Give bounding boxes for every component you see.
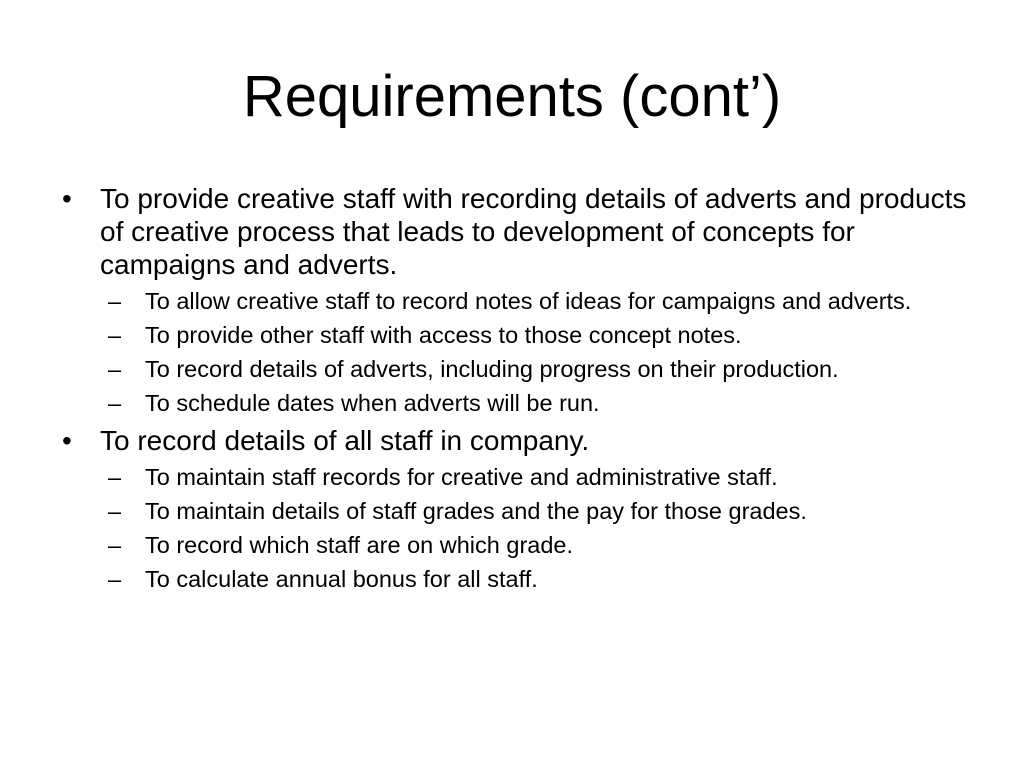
sub-item [108, 288, 972, 314]
sub-item-text: To record details of adverts, including progress on their production. [145, 356, 839, 382]
sub-item-text: To maintain staff records for creative and administrative staff. [145, 464, 778, 490]
sub-marker: – [108, 464, 122, 490]
slide-content [62, 182, 972, 600]
sub-list [62, 288, 972, 416]
sub-item [108, 464, 972, 490]
sub-item-text: To allow creative staff to record notes of ideas for campaigns and adverts. [145, 288, 912, 314]
sub-marker: – [108, 322, 122, 348]
sub-marker: – [108, 532, 122, 558]
sub-item-text: To calculate annual bonus for all staff. [145, 566, 538, 592]
sub-marker: – [108, 498, 122, 524]
slide-title: Requirements (cont’) [242, 64, 782, 129]
bullet-text: To provide creative staff with recording details of adverts and products of creative process that leads to development of concepts for campaigns and adverts. [100, 183, 967, 280]
sub-item [108, 498, 972, 524]
sub-item [108, 566, 972, 592]
sub-list [62, 464, 972, 592]
sub-item [108, 390, 972, 416]
sub-marker: – [108, 390, 122, 416]
bullet-item [62, 424, 972, 457]
sub-marker: – [108, 566, 122, 592]
bullet-item [62, 182, 972, 281]
bullet-marker: • [62, 183, 72, 214]
sub-marker: – [108, 288, 122, 314]
sub-item-text: To maintain details of staff grades and the pay for those grades. [145, 498, 807, 524]
bullet-marker: • [62, 425, 72, 456]
sub-marker: – [108, 356, 122, 382]
sub-item-text: To record which staff are on which grade. [145, 532, 574, 558]
bullet-text: To record details of all staff in company. [100, 425, 590, 456]
sub-item-text: To schedule dates when adverts will be run. [145, 390, 600, 416]
sub-item-text: To provide other staff with access to those concept notes. [145, 322, 742, 348]
sub-item [108, 356, 972, 382]
sub-item [108, 322, 972, 348]
sub-item [108, 532, 972, 558]
